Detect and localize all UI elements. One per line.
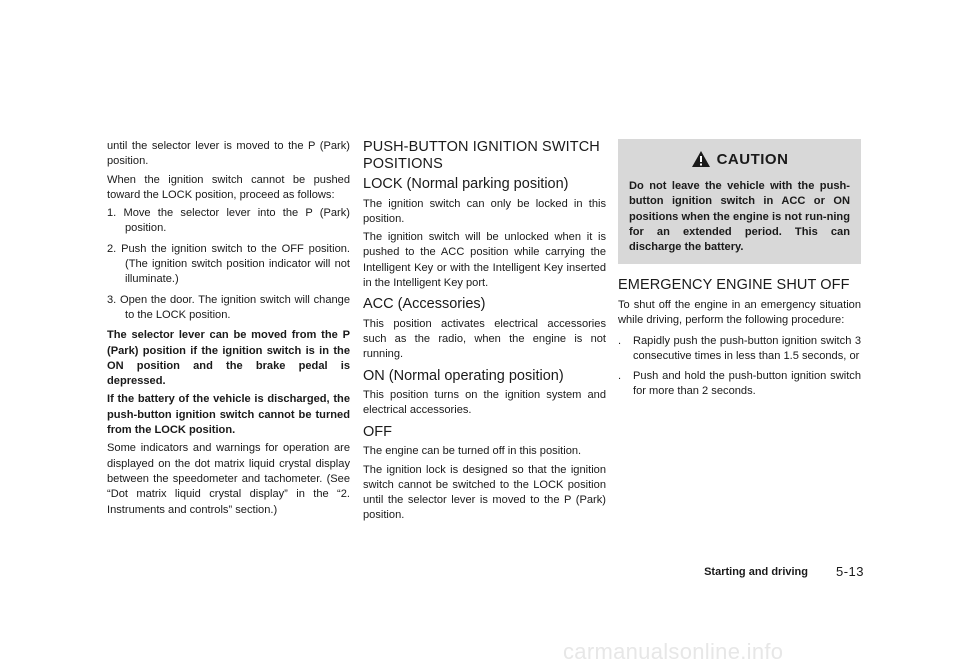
bullet-text: Rapidly push the push-button ignition switch 3 consecutive times in less than 1.5 seconds, or bbox=[633, 334, 861, 362]
column-middle bbox=[363, 139, 606, 529]
bold-note: The selector lever can be moved from the P (Park) position if the ignition switch is in the ON position and the brake pedal is depressed. bbox=[107, 329, 350, 388]
bullet-text: Push and hold the push-button ignition switch for more than 2 seconds. bbox=[633, 370, 861, 398]
bullet-item bbox=[618, 369, 861, 400]
step-item: 3. Open the door. The ignition switch will change to the LOCK position. bbox=[107, 293, 350, 321]
column-left bbox=[107, 139, 350, 523]
page-number: 5-13 bbox=[835, 564, 864, 579]
subheading-off: OFF bbox=[363, 423, 392, 440]
column-right bbox=[618, 139, 861, 405]
paragraph: This position turns on the ignition system and electrical accessories. bbox=[363, 389, 606, 417]
caution-text: Do not leave the vehicle with the push-button ignition switch in ACC or ON positions when the engine is not run-ning for an extended period. This can discharge the battery. bbox=[629, 180, 850, 254]
paragraph: Some indicators and warnings for operation are displayed on the dot matrix liquid crystal display between the speedometer and tachometer. (See “Dot matrix liquid crystal display” in the “2. Instruments and controls” section.) bbox=[107, 442, 350, 516]
procedure-bullets bbox=[618, 334, 861, 400]
paragraph: The ignition switch can only be locked in this position. bbox=[363, 197, 606, 225]
page-footer bbox=[0, 564, 864, 580]
paragraph: The ignition switch will be unlocked when it is pushed to the ACC position while carrying the Intelligent Key or with the Intelligent Key inserted in the Intelligent Key port. bbox=[363, 231, 606, 289]
paragraph: The engine can be turned off in this position. bbox=[363, 445, 582, 458]
bold-note: If the battery of the vehicle is discharged, the push-button ignition switch cannot be turned from the LOCK position. bbox=[107, 393, 350, 437]
section-heading: PUSH-BUTTON IGNITION SWITCH POSITIONS bbox=[363, 139, 600, 172]
step-item: 1. Move the selector lever into the P (Park) position. bbox=[107, 207, 350, 235]
step-item: 2. Push the ignition switch to the OFF position. (The ignition switch position indicator will not illuminate.) bbox=[107, 242, 350, 286]
caution-header bbox=[629, 145, 850, 173]
warning-triangle-icon bbox=[691, 150, 711, 168]
paragraph: The ignition lock is designed so that the ignition switch cannot be switched to the LOCK position until the selector lever is moved to the P (Park) position. bbox=[363, 463, 606, 522]
paragraph: To shut off the engine in an emergency situation while driving, perform the following procedure: bbox=[618, 298, 861, 327]
bullet-marker: . bbox=[618, 334, 622, 347]
footer-section-title: Starting and driving bbox=[704, 566, 808, 578]
caution-title: CAUTION bbox=[716, 150, 789, 168]
bullet-item bbox=[618, 334, 861, 365]
watermark: carmanualsonline.info bbox=[563, 639, 784, 664]
paragraph: This position activates electrical accessories such as the radio, when the engine is not running. bbox=[363, 317, 606, 361]
paragraph: When the ignition switch cannot be pushed toward the LOCK position, proceed as follows: bbox=[107, 173, 350, 201]
caution-box bbox=[618, 139, 861, 264]
bullet-marker: . bbox=[618, 370, 622, 383]
section-heading: EMERGENCY ENGINE SHUT OFF bbox=[618, 277, 850, 294]
paragraph: until the selector lever is moved to the P (Park) position. bbox=[107, 140, 350, 168]
procedure-steps bbox=[107, 206, 350, 323]
subheading-on: ON (Normal operating position) bbox=[363, 367, 564, 384]
subheading-lock: LOCK (Normal parking position) bbox=[363, 176, 569, 192]
subheading-acc: ACC (Accessories) bbox=[363, 296, 486, 313]
